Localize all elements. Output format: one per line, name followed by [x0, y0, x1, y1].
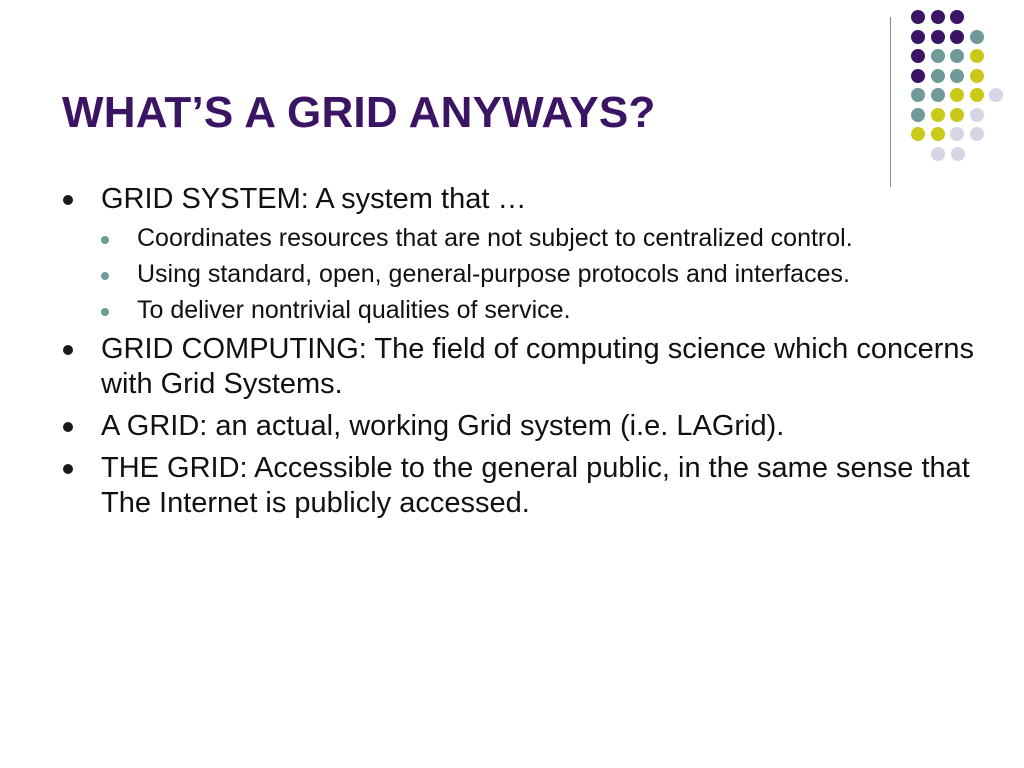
- decoration-dot: [931, 30, 945, 44]
- decoration-dot: [911, 88, 925, 102]
- decoration-dot: [931, 127, 945, 141]
- decoration-dot: [951, 147, 965, 161]
- decoration-dot: [931, 69, 945, 83]
- decoration-dot: [911, 127, 925, 141]
- sub-bullet-text: To deliver nontrivial qualities of service.: [137, 296, 571, 324]
- sub-bullet-list: [60, 224, 980, 325]
- decoration-dot: [950, 108, 964, 122]
- decoration-dot: [950, 49, 964, 63]
- decoration-dot: [911, 10, 925, 24]
- decoration-dot: [950, 10, 964, 24]
- decoration-dot: [970, 88, 984, 102]
- bullet-item: [60, 451, 980, 521]
- decoration-dot: [970, 49, 984, 63]
- slide-title: WHAT’S A GRID ANYWAYS?: [62, 88, 656, 137]
- sub-bullet-item: [60, 224, 980, 253]
- decoration-dot: [989, 88, 1003, 102]
- sub-bullet-text: Coordinates resources that are not subject to centralized control.: [137, 224, 853, 252]
- decoration-dot: [931, 88, 945, 102]
- decoration-dot: [931, 108, 945, 122]
- decoration-dot: [911, 30, 925, 44]
- decoration-dot: [970, 69, 984, 83]
- decoration-dot: [970, 30, 984, 44]
- bullet-item: [60, 409, 980, 444]
- decoration-dot: [911, 69, 925, 83]
- sub-bullet-item: [60, 296, 980, 325]
- decoration-dot: [911, 49, 925, 63]
- bullet-item: [60, 182, 980, 217]
- decoration-dot: [970, 108, 984, 122]
- decoration-dot: [950, 30, 964, 44]
- bullet-list: [60, 182, 980, 528]
- decoration-dot: [931, 49, 945, 63]
- bullet-text: THE GRID: Accessible to the general public, in the same sense that The Internet is publicly accessed.: [101, 452, 970, 519]
- vertical-divider: [890, 17, 891, 187]
- sub-bullet-text: Using standard, open, general-purpose protocols and interfaces.: [137, 260, 850, 288]
- bullet-text: GRID SYSTEM: A system that …: [101, 183, 527, 215]
- sub-bullet-item: [60, 260, 980, 289]
- decoration-dot: [950, 69, 964, 83]
- decoration-dot: [950, 88, 964, 102]
- decoration-dot: [970, 127, 984, 141]
- decoration-dot: [931, 147, 945, 161]
- bullet-text: A GRID: an actual, working Grid system (i.e. LAGrid).: [101, 410, 785, 442]
- decoration-dot: [931, 10, 945, 24]
- bullet-item: [60, 332, 980, 402]
- decoration-dot: [950, 127, 964, 141]
- bullet-text: GRID COMPUTING: The field of computing science which concerns with Grid Systems.: [101, 333, 975, 400]
- decoration-dot: [911, 108, 925, 122]
